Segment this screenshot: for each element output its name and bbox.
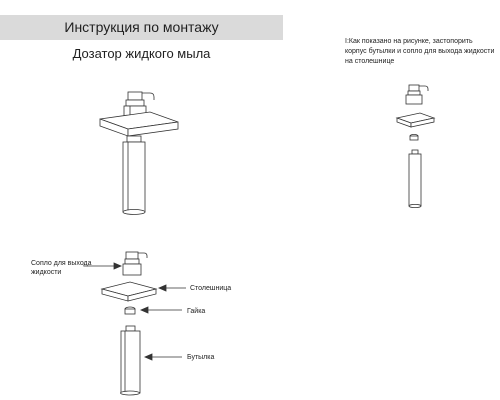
pump-head [406, 85, 428, 104]
bottle [121, 326, 141, 395]
step-instruction: I:Как показано на рисунке, застопорить корпус бутылки и сопло для выхода жидкости на столешнице [345, 38, 495, 65]
bottle-label: Бутылка [187, 354, 215, 361]
nut-arrow [141, 307, 182, 313]
page-title: Инструкция по монтажу [64, 19, 219, 35]
bottle [409, 150, 421, 208]
nut [125, 307, 135, 314]
countertop-label: Столешница [190, 285, 232, 292]
pump-head [123, 252, 147, 275]
nozzle-label: Сопло для выхода жидкости [31, 260, 92, 276]
countertop-plate [397, 113, 434, 127]
step1-exploded-figure [397, 85, 434, 208]
assembled-dispenser-figure [100, 92, 178, 215]
nut [410, 134, 418, 140]
countertop-arrow [159, 285, 186, 291]
bottle-arrow [145, 354, 182, 360]
page-subtitle: Дозатор жидкого мыла [72, 46, 211, 61]
nut-label: Гайка [187, 308, 206, 315]
countertop-plate [102, 282, 156, 301]
countertop-plate [100, 112, 178, 136]
bottle [123, 136, 145, 215]
